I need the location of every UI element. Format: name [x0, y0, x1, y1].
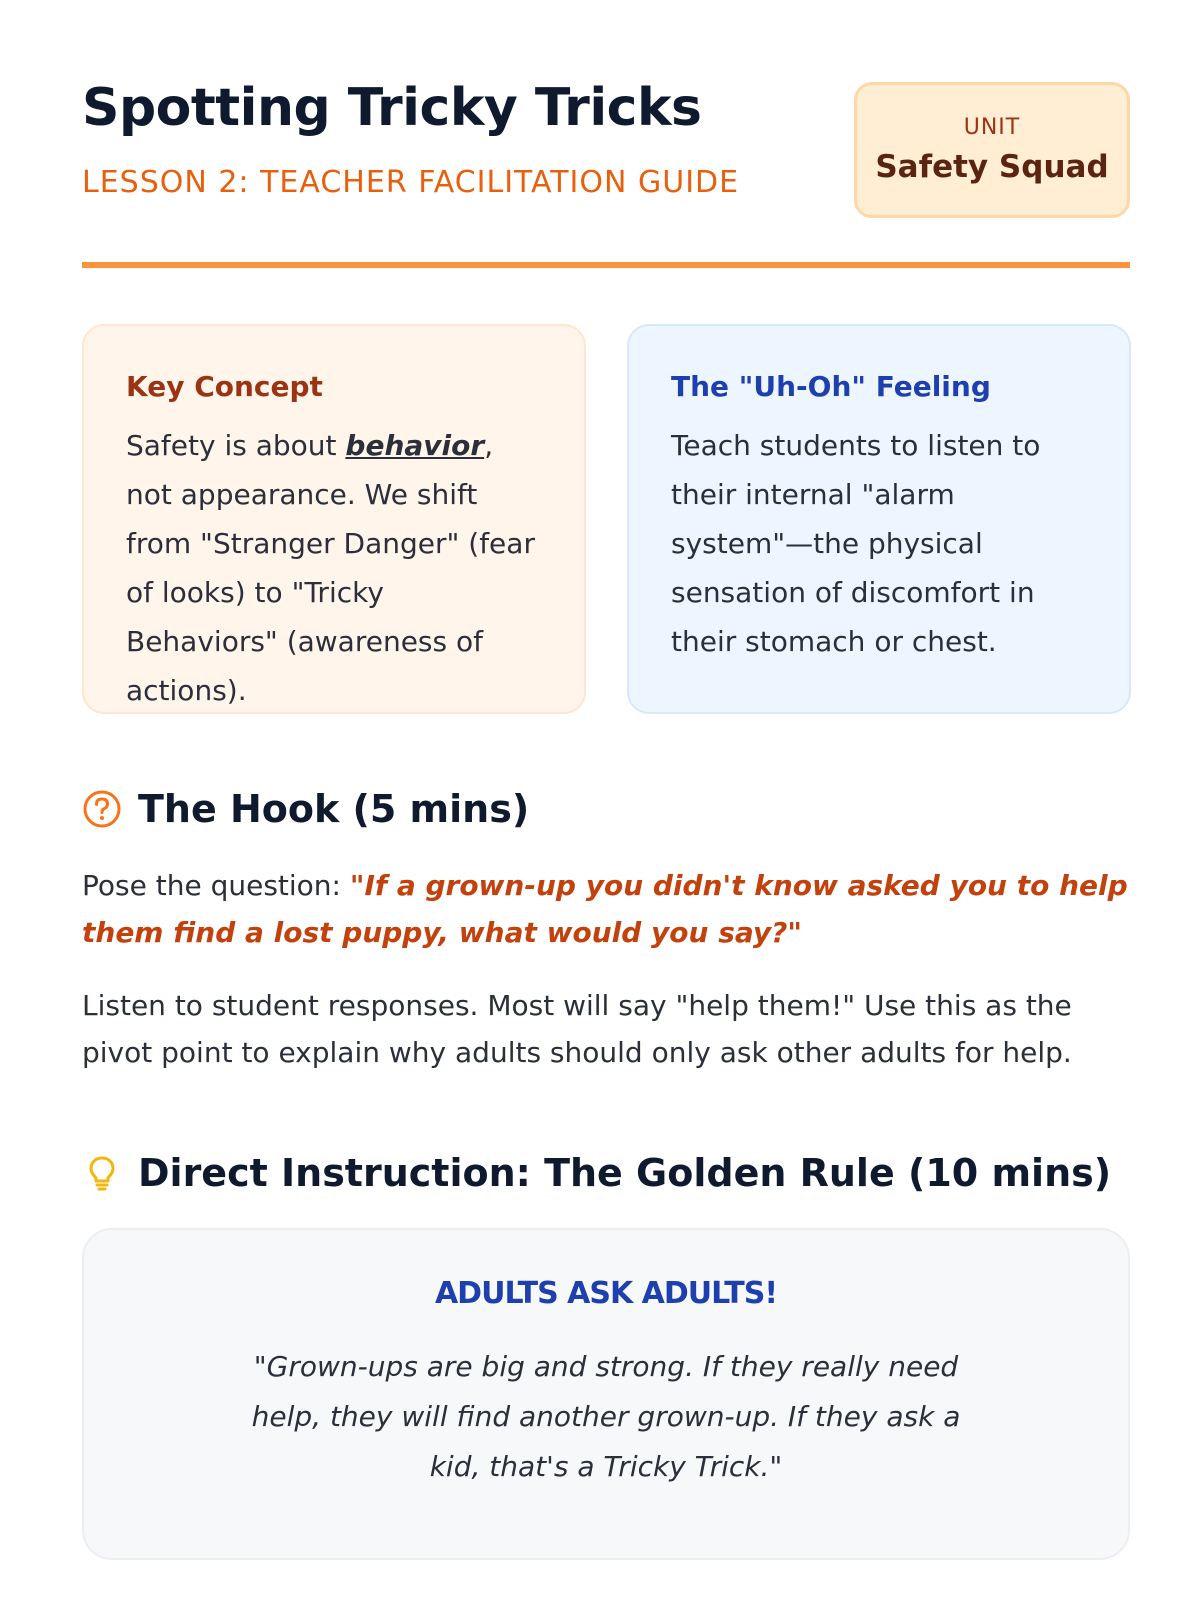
page-subtitle: LESSON 2: TEACHER FACILITATION GUIDE: [82, 165, 740, 200]
key-concept-text-start: Safety is about: [126, 429, 346, 462]
question-circle-icon: [82, 789, 122, 829]
key-concept-emphasis: behavior: [345, 429, 485, 462]
hook-question-paragraph: [82, 862, 1142, 956]
hook-question: "If a grown-up you didn't know asked you to help them find a lost puppy, what would you say?": [82, 869, 1128, 949]
lightbulb-icon: [82, 1153, 122, 1193]
key-concept-text: [126, 421, 544, 715]
rule-quote: "Grown-ups are big and strong. If they really need help, they will find another grown-up. If they ask a kid, that's a Tricky Trick.": [251, 1350, 961, 1483]
uh-oh-card: [627, 324, 1131, 714]
instruction-heading: [82, 1148, 1111, 1198]
hook-followup: Listen to student responses. Most will say "help them!" Use this as the pivot point to explain why adults should only ask other adults for help.: [82, 989, 1072, 1069]
unit-badge: [854, 82, 1130, 218]
uh-oh-text: Teach students to listen to their internal "alarm system"—the physical sensation of discomfort in their stomach or chest.: [671, 429, 1041, 658]
hook-lead: Pose the question:: [82, 869, 350, 902]
header-divider: [82, 262, 1130, 268]
rule-title: ADULTS ASK ADULTS!: [434, 1276, 778, 1311]
instruction-title: Direct Instruction: The Golden Rule (10 mins): [138, 1151, 1112, 1195]
key-concept-card: [82, 324, 586, 714]
page-title: Spotting Tricky Tricks: [82, 78, 702, 138]
key-concept-title: Key Concept: [126, 370, 323, 403]
golden-rule-box: [82, 1228, 1130, 1560]
hook-heading: [82, 784, 529, 834]
uh-oh-title: The "Uh-Oh" Feeling: [671, 370, 991, 403]
unit-label: UNIT: [963, 115, 1021, 140]
key-concept-text-end: , not appearance. We shift from "Stranger Danger" (fear of looks) to "Tricky Behaviors" (awareness of actions).: [126, 429, 535, 707]
hook-title: The Hook (5 mins): [138, 787, 530, 831]
unit-name: Safety Squad: [875, 149, 1109, 185]
